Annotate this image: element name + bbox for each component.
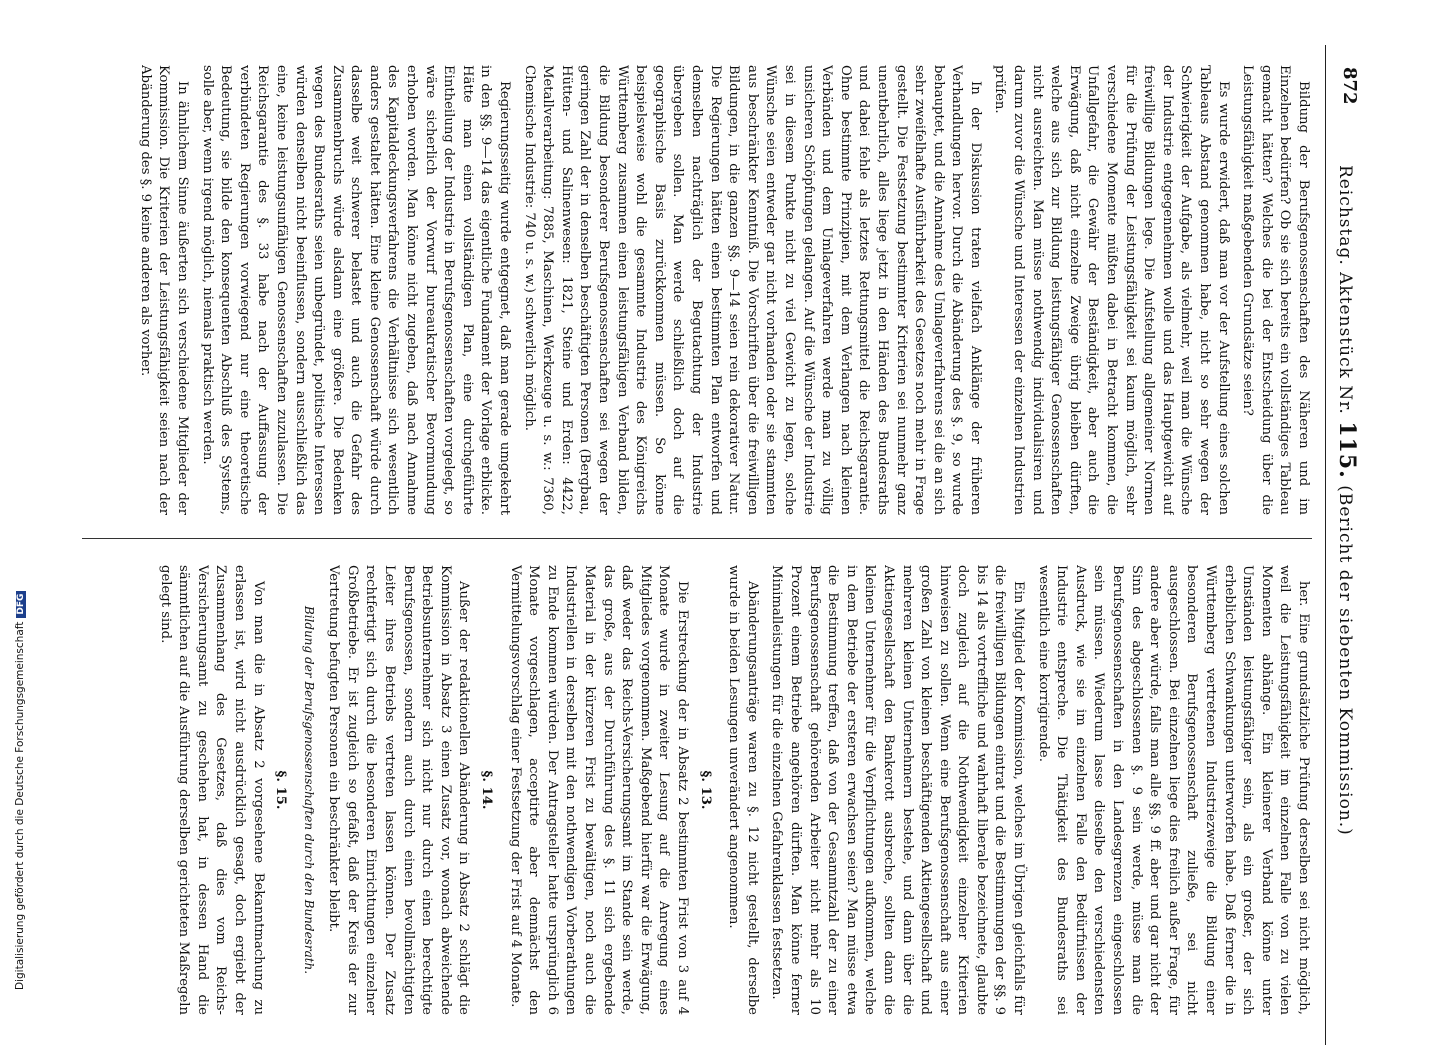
section-15-title: §. 15. bbox=[273, 770, 289, 810]
dfg-logo: DFG bbox=[16, 591, 26, 618]
right-column bbox=[82, 565, 1312, 1015]
section-subtitle: Bildung der Berufsgenossenschaften durch den Bundesrath. bbox=[301, 605, 316, 975]
section-13-paragraph: Die Erstreckung der in Absatz 2 bestimmten Frist von 3 auf 4 Monate wurde in zweiter Lesung auf die Anregung eines Mitgliedes vorgenommen. Maßgebend hierfür war die Erwägung, daß weder das Reichs-Versicherungsamt im Stande sein werde, das große, aus der Durchführung des §. 11 sich ergebende Material in der kürzeren Frist zu bewältigen, noch auch die Industriellen in derselben mit den nothwendigen Vorberathungen zu Ende kommen würden. Der Antragsteller hatte ursprünglich 6 Monate vorgeschlagen, acceptirte aber demnächst den Vermittelungsvorschlag einer Festsetzung der Frist auf 4 Monate. bbox=[507, 565, 690, 1015]
left-paragraph-1: Bildung der Berufsgenossenschaften des Näheren und im Einzelnen bedürfen? Ob sie sich bereits ein vollständiges Tableau gemacht hätten? Welches die bei der Entscheidung über die Leistungsfähigkeit maßgebenden Grundsätze seien? bbox=[1240, 65, 1311, 515]
credit-strip bbox=[0, 0, 26, 1000]
credit-label: Digitalisierung gefördert durch die Deutsche Forschungsgemeinschaft bbox=[14, 621, 26, 990]
right-paragraph-2: Ein Mitglied der Kommission, welches im Übrigen gleichfalls für die freiwilligen Bildungen eintrat und die Bestimmungen der §§. 9 bis 14 als vortreffliche und wahrhaft liberale bezeichnete, glaubte doch zugleich auf die Nothwendigkeit einzelner Kriterien hinweisen zu sollen. Wenn eine Berufsgenossenschaft aus einer großen Zahl von kleinen beschäftigenden Aktiengesellschaft und mehreren kleinen Unternehmern bestehe, und dann über die Aktiengesellschaft den Bankerott ausbreche, sollten dann die kleinen Unternehmer für die Verpflichtungen aufkommen, welche in dem Betriebe der ersteren erwachsen seien? Man müsse etwa die Bestimmung treffen, daß von der Gesammtzahl der zu einer Berufsgenossenschaft gehörenden Arbeiter nicht mehr als 10 Prozent einem Betriebe angehören dürften. Man könne ferner Minimalleistungen für die einzelnen Gefahrenklassen festsetzen. bbox=[769, 565, 1027, 1015]
left-paragraph-5: In ähnlichem Sinne äußerten sich verschiedene Mitglieder der Kommission. Die Kriterien der Leistungsfähigkeit seien nach der Abänderung des §. 9 keine anderen als vorher. bbox=[137, 65, 190, 515]
left-paragraph-4: Regierungsseitig wurde entgegnet, daß man gerade umgekehrt in den §§. 9—14 das eigentliche Fundament der Vorlage erblicke. Hätte man einen vollständigen Plan, eine durchgeführte Eintheilung der Industrie in Berufsgenossenschaften vorgelegt, so wäre sicherlich der Vorwurf bureaukratischer Bevormundung erhoben worden. Man könne nicht zugeben, daß nach Annahme des Kapitaldeckungsverfahrens die Verhältnisse sich wesentlich anders gestaltet hätten. Eine kleine Genossenschaft würde durch dasselbe weit schwerer belastet und auch die Gefahr des Zusammenbruchs würde alsdann eine größere. Die Bedenken wegen des Bundesraths seien unbegründet, politische Interessen würden denselben nicht beeinflussen, sondern ausschließlich das eine, keine leistungsunfähigen Genossenschaften zuzulassen. Die Reichsgarantie des §. 33 habe nach der Auffassung der verbündeten Regierungen vorwiegend nur eine theoretische Bedeutung, sie bilde den konsequenten Abschluß des Systems, solle aber, wenn irgend möglich, niemals praktisch werden. bbox=[199, 65, 513, 515]
page-header bbox=[1325, 45, 1370, 1045]
running-head bbox=[1334, 165, 1360, 836]
section-15-paragraph: Von man die in Absatz 2 vorgesehene Bekanntmachung zu erlassen ist, wird nicht ausdrücklich gesagt, doch ergiebt der Zusammenhang des Gesetzes, daß dies vom Reichs-Versicherungsamt zu geschehen hat, in dessen Hand die sämmtlichen auf die Ausführung derselben gerichteten Maßregeln gelegt sind. bbox=[157, 565, 266, 1015]
right-paragraph-3: Abänderungsanträge waren zu §. 12 nicht gestellt, derselbe wurde in beiden Lesungen unverändert angenommen. bbox=[726, 565, 760, 1015]
left-column bbox=[82, 65, 1312, 515]
section-14-paragraph: Außer der redaktionellen Abänderung in Absatz 2 schlägt die Kommission in Absatz 3 einen Zusatz vor, wonach abweichende Betriebsunternehmer sich nicht nur durch einen berechtigte Berufsgenossen, sondern auch durch einen bevollmächtigten Leiter ihres Betriebs vertreten lassen können. Der Zusatz rechtfertigt sich durch die besonderen Einrichtungen einzelner Großbetriebe. Er ist zugleich so gefaßt, daß der Kreis der zur Vertretung befugten Personen ein beschränkter bleibt. bbox=[326, 565, 472, 1015]
column-divider bbox=[82, 538, 1312, 539]
rotated-page bbox=[70, 45, 1370, 1045]
credit-text bbox=[14, 591, 26, 990]
left-paragraph-3: In der Diskussion traten vielfach Anklänge der früheren Verhandlungen hervor. Durch die Abänderung des §. 9, so wurde behauptet, und die Annahme des Umlageverfahrens sei die an sich sehr zweifelhafte Ausführbarkeit des Gesetzes noch mehr in Frage gestellt. Die Festsetzung bestimmter Kriterien sei nunmehr ganz unentbehrlich, alles liege jetzt in den Händen des Bundesraths und dabei fehle als letztes Rettungsmittel die Reichsgarantie. Ohne bestimmte Prinzipien, mit dem Verlangen nach kleinen Verbänden und dem Umlageverfahren werde man zu völlig unsicheren Schöpfungen gelangen. Auf die Wünsche der Industrie sei in diesem Punkte nicht zu viel Gewicht zu legen, solche Wünsche seien entweder gar nicht vorhanden oder sie stammten aus beschränkter Kenntniß. Die Vorschriften über die freiwilligen Bildungen, in die ganzen §§. 9—14 seien rein dekorativer Natur. Die Regierungen hätten einen bestimmten Plan entworfen und demselben nachträglich der Begutachtung der Industrie übergeben sollen. Man werde schließlich doch auf die geographische Basis zurückkommen müssen. So könne beispielsweise wohl die gesammte Industrie des Königreichs Württemberg zusammen einen leistungsfähigen Verband bilden, die Bildung besonderer Berufsgenossenschaften sei wegen der geringen Zahl der in denselben beschäftigten Personen (Bergbau, Hütten- und Salinenwesen: 1821, Steine und Erden: 4422, Metallverarbeitung: 7885, Maschinen, Werkzeuge u. s. w.: 7360, Chemische Industrie: 740 u. s. w.) schwerlich möglich. bbox=[521, 65, 983, 515]
aktenstueck-number: 115. bbox=[1334, 421, 1360, 479]
right-paragraph-1: her. Eine grundsätzliche Prüfung derselben sei nicht möglich, weil die Leistungsfähigkeit im einzelnen Falle von zu vielen Momenten abhänge. Ein kleinerer Verband könne unter Umständen leistungsfähiger sein, als ein großer, der sich erheblichen Schwankungen unterworfen habe. Daß ferner die in Württemberg vertretenen Industriezweige die Bildung einer besonderen Berufsgenossenschaft zuließe, sei nicht ausgeschlossen. Bei einzelnen liege dies freilich außer Frage, für andere aber würde, falls man alle §§. 9 ff. aber und gar nicht der Sinn des abgeschlossenen §. 9 sein werde, müsse man die Berufsgenossenschaften in den Landesgrenzen eingeschlossen sein müssen. Wiederum lasse dieselbe den verschiedensten Ausdruck, wie sie im einzelnen Falle den Bedürfnissen der Industrie entspreche. Die Thätigkeit des Bundesraths sei wesentlich eine korrigirende. bbox=[1035, 565, 1311, 1015]
section-14-title: §. 14. bbox=[479, 770, 495, 810]
running-head-left: Reichstag. Aktenstück Nr. bbox=[1335, 165, 1355, 415]
section-13-title: §. 13. bbox=[697, 770, 713, 810]
running-head-right: (Bericht der siebenten Kommission.) bbox=[1335, 485, 1355, 836]
page-number: 872 bbox=[1339, 67, 1360, 105]
left-paragraph-2: Es wurde erwidert, daß man vor der Aufstellung eines solchen Tableaus Abstand genommen habe, nicht so sehr wegen der Schwierigkeit der Aufgabe, als vielmehr, weil man die Wünsche der Industrie entgegennehmen wolle und das Hauptgewicht auf freiwillige Bildungen lege. Die Aufstellung allgemeiner Normen für die Prüfung der Leistungsfähigkeit sei kaum möglich, sehr verschiedene Momente müßten dabei in Betracht kommen, die Unfallgefahr, die Gewähr der Beständigkeit, aber auch die Erwägung, daß nicht einzelne Zweige übrig bleiben dürften, welche aus sich zur Bildung leistungsfähiger Genossenschaften nicht ausreichten. Man müsse nothwendig individualisiren und darum zuvor die Wünsche und Interessen der einzelnen Industrien prüfen. bbox=[992, 65, 1231, 515]
